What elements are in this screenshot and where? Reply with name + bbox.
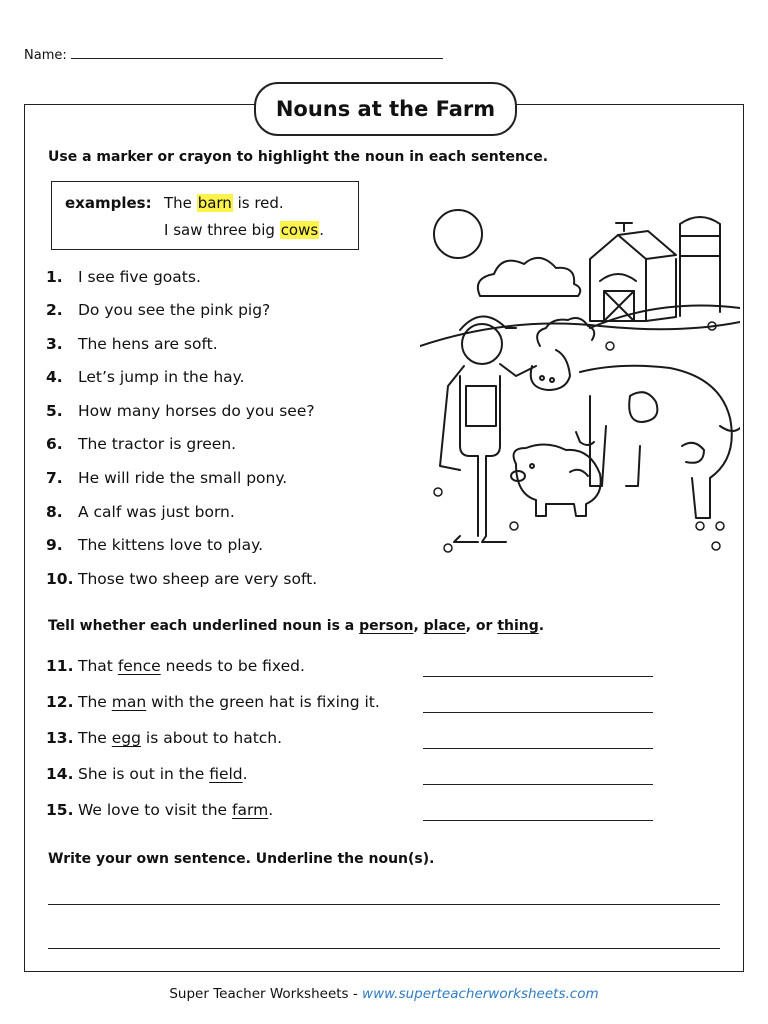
- question-item: 11. That fence needs to be fixed.: [46, 657, 305, 675]
- barn-icon: [590, 223, 676, 321]
- underlined-noun: fence: [117, 657, 161, 675]
- answer-line[interactable]: [423, 712, 653, 713]
- worksheet-title: Nouns at the Farm: [254, 82, 517, 136]
- question-item: 13. The egg is about to hatch.: [46, 729, 283, 747]
- cow-icon: [531, 318, 740, 518]
- underlined-noun: man: [111, 693, 147, 711]
- example-sentence-2: I saw three big cows.: [164, 221, 324, 239]
- option-place: place: [423, 618, 466, 634]
- answer-line[interactable]: [423, 784, 653, 785]
- option-person: person: [359, 618, 414, 634]
- footer: [0, 986, 768, 1002]
- sentence-item[interactable]: 6. The tractor is green.: [46, 435, 237, 453]
- underlined-noun: farm: [232, 801, 269, 819]
- part1-instruction: Use a marker or crayon to highlight the noun in each sentence.: [48, 149, 549, 165]
- name-label: Name:: [24, 48, 67, 63]
- sentence-item[interactable]: 1. I see five goats.: [46, 268, 201, 286]
- sun-icon: [434, 210, 482, 258]
- farm-scene-icon: [420, 196, 740, 566]
- part3-instruction: Write your own sentence. Underline the noun(s).: [48, 851, 435, 867]
- sentence-item[interactable]: 4. Let’s jump in the hay.: [46, 368, 245, 386]
- cloud-icon: [478, 258, 580, 296]
- answer-line[interactable]: [423, 820, 653, 821]
- sentence-item[interactable]: 9. The kittens love to play.: [46, 536, 264, 554]
- sentence-item[interactable]: 5. How many horses do you see?: [46, 402, 315, 420]
- sentence-item[interactable]: 7. He will ride the small pony.: [46, 469, 288, 487]
- question-item: 14. She is out in the field.: [46, 765, 248, 783]
- name-line[interactable]: [71, 46, 443, 59]
- option-thing: thing: [497, 618, 539, 634]
- underlined-noun: field: [209, 765, 243, 783]
- footer-brand: Super Teacher Worksheets -: [169, 986, 363, 1002]
- name-field[interactable]: [24, 46, 443, 63]
- part2-instruction: Tell whether each underlined noun is a person, place, or thing.: [48, 618, 545, 634]
- pig-icon: [511, 444, 601, 516]
- answer-line[interactable]: [423, 748, 653, 749]
- sentence-item[interactable]: 10. Those two sheep are very soft.: [46, 570, 318, 588]
- sentence-item[interactable]: 2. Do you see the pink pig?: [46, 301, 271, 319]
- highlighted-noun: barn: [197, 194, 232, 212]
- question-item: 12. The man with the green hat is fixing it.: [46, 693, 380, 711]
- question-item: 15. We love to visit the farm.: [46, 801, 274, 819]
- footer-url[interactable]: www.superteacherworksheets.com: [362, 986, 599, 1002]
- writing-line[interactable]: [48, 904, 720, 905]
- sentence-item[interactable]: 8. A calf was just born.: [46, 503, 235, 521]
- examples-label: examples:: [65, 194, 152, 212]
- farmer-icon: [440, 316, 536, 542]
- example-sentence-1: The barn is red.: [164, 194, 284, 212]
- sentence-item[interactable]: 3. The hens are soft.: [46, 335, 218, 353]
- silo-icon: [680, 217, 720, 316]
- examples-box: [51, 181, 359, 250]
- writing-line[interactable]: [48, 948, 720, 949]
- highlighted-noun: cows: [280, 221, 319, 239]
- underlined-noun: egg: [111, 729, 141, 747]
- answer-line[interactable]: [423, 676, 653, 677]
